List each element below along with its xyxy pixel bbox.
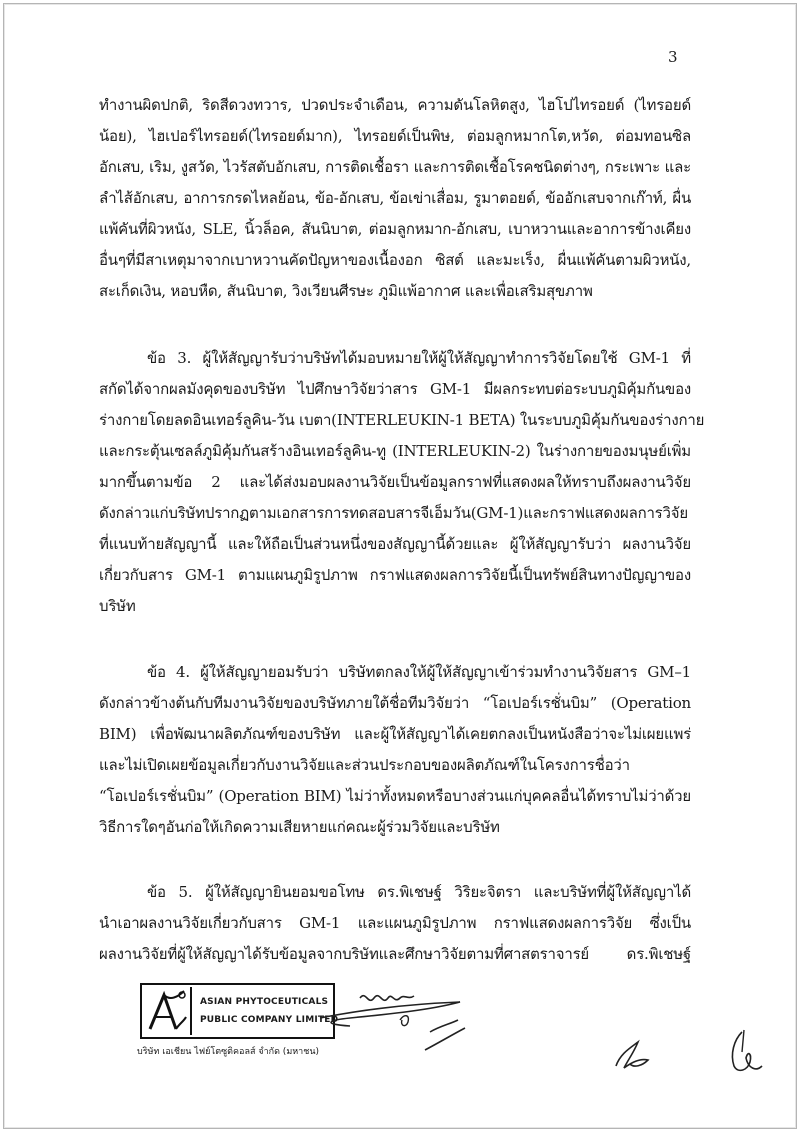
signature-witness-2 — [718, 1022, 768, 1082]
text-line: นำเอาผลงานวิจัยเกี่ยวกับสาร GM-1 และแผนภูมิรูปภาพ กราฟแสดงผลการวิจัย ซึ่งเป็น — [99, 914, 691, 932]
text-line: ที่แนบท้ายสัญญานี้ และให้ถือเป็นส่วนหนึ่งของสัญญานี้ด้วยและ ผู้ให้สัญญารับว่า ผลงานวิจัย — [99, 535, 691, 553]
text-line: BIM) เพื่อพัฒนาผลิตภัณฑ์ของบริษัท และผู้ให้สัญญาได้เคยตกลงเป็นหนังสือว่าจะไม่เผยแพร่ — [99, 725, 691, 743]
text-line: และไม่เปิดเผยข้อมูลเกี่ยวกับงานวิจัยและส่วนประกอบของผลิตภัณฑ์ในโครงการชื่อว่า — [99, 756, 630, 774]
text-line: และกระตุ้นเซลล์ภูมิคุ้มกันสร้างอินเทอร์ลูคิน-ทู (INTERLEUKIN-2) ในร่างกายของมนุษย์เพิ่ม — [99, 442, 691, 460]
clause-5-heading-line: ข้อ 5. ผู้ให้สัญญายินยอมขอโทษ ดร.พิเชษฐ์ วิริยะจิตรา และบริษัทที่ผู้ให้สัญญาได้ — [147, 883, 691, 901]
text-line: ลำไส้อักเสบ, อาการกรดไหลย้อน, ข้อ-อักเสบ, ข้อเข่าเสื่อม, รูมาตอยด์, ข้ออักเสบจากเก๊าท์, ผื่น — [99, 189, 691, 207]
clause-3-heading-line: ข้อ 3. ผู้ให้สัญญารับว่าบริษัทได้มอบหมายให้ผู้ให้สัญญาทำการวิจัยโดยใช้ GM-1 ที่ — [147, 349, 691, 367]
company-name-line-1: ASIAN PHYTOCEUTICALS — [200, 997, 329, 1007]
text-line: น้อย), ไฮเปอร์ไทรอยด์(ไทรอยด์มาก), ไทรอยด์เป็นพิษ, ต่อมลูกหมากโต,หวัด, ต่อมทอนซิล — [99, 127, 691, 145]
signature-witness-1 — [608, 1028, 658, 1078]
text-line: บริษัท — [99, 597, 136, 615]
page-number: 3 — [668, 48, 678, 66]
text-line: อื่นๆที่มีสาเหตุมาจากเบาหวานคัดปัญหาของเนื้องอก ซิสต์ และมะเร็ง, ผื่นแพ้คันตามผิวหนัง, — [99, 251, 691, 269]
text-line: ผลงานวิจัยที่ผู้ให้สัญญาได้รับข้อมูลจากบริษัทและศึกษาวิจัยตามที่ศาสตราจารย์ ดร.พิเชษฐ์ — [99, 945, 691, 963]
signature-authorized — [290, 980, 480, 1060]
text-line: อักเสบ, เริม, งูสวัด, ไวรัสตับอักเสบ, การติดเชื้อรา และการติดเชื้อโรคชนิดต่างๆ, กระเพาะ และ — [99, 158, 691, 176]
text-line: แพ้คันที่ผิวหนัง, SLE, นิ้วล็อค, สันนิบาต, ต่อมลูกหมาก-อักเสบ, เบาหวานและอาการข้างเคียง — [99, 220, 691, 238]
text-line: ร่างกายโดยลดอินเทอร์ลูคิน-วัน เบตา(INTERLEUKIN-1 BETA) ในระบบภูมิคุ้มกันของร่างกาย — [99, 411, 705, 429]
text-line: ทำงานผิดปกติ, ริดสีดวงทวาร, ปวดประจำเดือน, ความดันโลหิตสูง, ไฮโปไทรอยด์ (ไทรอยด์ — [99, 96, 691, 114]
text-line: มากขึ้นตามข้อ 2 และได้ส่งมอบผลงานวิจัยเป็นข้อมูลกราฟที่แสดงผลให้ทราบถึงผลงานวิจัย — [99, 473, 691, 491]
text-line: “โอเปอร์เรชั่นบิม” (Operation BIM) ไม่ว่าทั้งหมดหรือบางส่วนแก่บุคคลอื่นได้ทราบไม่ว่าด้วย — [99, 787, 691, 805]
text-line: ดังกล่าวแก่บริษัทปรากฏตามเอกสารการทดสอบสารจีเอ็มวัน(GM-1)และกราฟแสดงผลการวิจัย — [99, 504, 688, 522]
text-line: สะเก็ดเงิน, หอบหืด, สันนิบาต, วิงเวียนศีรษะ ภูมิแพ้อากาศ และเพื่อเสริมสุขภาพ — [99, 282, 593, 300]
company-name-line-2: PUBLIC COMPANY LIMITED — [200, 1015, 339, 1025]
clause-4-heading-line: ข้อ 4. ผู้ให้สัญญายอมรับว่า บริษัทตกลงให้ผู้ให้สัญญาเข้าร่วมทำงานวิจัยสาร GM–1 — [147, 663, 691, 681]
text-line: วิธีการใดๆอันก่อให้เกิดความเสียหายแก่คณะผู้ร่วมวิจัยและบริษัท — [99, 818, 500, 836]
company-logo-icon — [144, 987, 192, 1035]
company-name-thai: บริษัท เอเชียน ไฟย์โตซูติคอลส์ จำกัด (มหาชน) — [137, 1047, 320, 1057]
text-line: เกี่ยวกับสาร GM-1 ตามแผนภูมิรูปภาพ กราฟแสดงผลการวิจัยนี้เป็นทรัพย์สินทางปัญญาของ — [99, 566, 691, 584]
text-line: ดังกล่าวข้างต้นกับทีมงานวิจัยของบริษัทภายใต้ชื่อทีมวิจัยว่า “โอเปอร์เรชั่นบิม” (Operation — [99, 694, 691, 712]
text-line: สกัดได้จากผลมังคุดของบริษัท ไปศึกษาวิจัยว่าสาร GM-1 มีผลกระทบต่อระบบภูมิคุ้มกันของ — [99, 380, 691, 398]
